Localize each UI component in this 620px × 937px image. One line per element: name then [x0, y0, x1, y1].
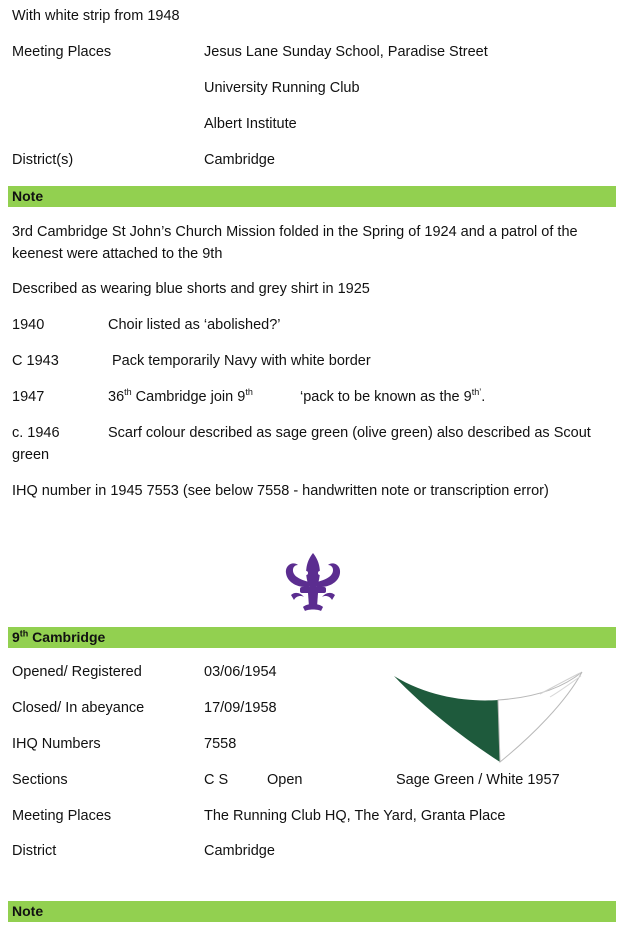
district-value: Cambridge	[204, 843, 275, 859]
opened-label: Opened/ Registered	[12, 664, 142, 680]
scarf-colour-text: Sage Green / White 1957	[396, 772, 560, 788]
district-value: Cambridge	[204, 152, 275, 168]
meeting-place-item: University Running Club	[204, 80, 360, 96]
note-entry: Pack temporarily Navy with white border	[112, 353, 371, 369]
closed-label: Closed/ In abeyance	[12, 700, 145, 716]
entry-text: 36	[108, 389, 125, 405]
sections-label: Sections	[12, 772, 68, 788]
meeting-place-value: The Running Club HQ, The Yard, Granta Place	[204, 808, 506, 824]
note-year: c. 1946	[12, 425, 60, 441]
ihq-label: IHQ Numbers	[12, 736, 101, 752]
district-label: District	[12, 843, 57, 859]
entry-text: .	[481, 389, 486, 405]
meeting-place-item: Albert Institute	[204, 116, 297, 132]
note-year: 1947	[12, 389, 45, 405]
group-title	[8, 627, 616, 648]
group-title-number: 9	[12, 629, 20, 645]
fleur-de-lis-icon	[283, 551, 343, 613]
sections-status: Open	[267, 772, 303, 788]
note-heading: Note	[8, 901, 616, 922]
opened-value: 03/06/1954	[204, 664, 277, 680]
note-paragraph: Described as wearing blue shorts and grey shirt in 1925	[12, 281, 370, 297]
ihq-value: 7558	[204, 736, 237, 752]
note-year: 1940	[12, 317, 45, 333]
note-entry-quote	[300, 389, 485, 405]
ordinal-suffix: th	[124, 387, 132, 398]
note-heading: Note	[8, 186, 616, 207]
group-title-text: Cambridge	[28, 629, 106, 645]
sections-value: C S	[204, 772, 229, 788]
note-year: C 1943	[12, 353, 59, 369]
ordinal-suffix: th’	[471, 387, 482, 398]
entry-text: Cambridge join 9	[131, 389, 246, 405]
district-label: District(s)	[12, 152, 74, 168]
meeting-place-item: Jesus Lane Sunday School, Paradise Street	[204, 44, 488, 60]
note-entry	[108, 389, 253, 405]
white-strip-text: With white strip from 1948	[12, 8, 180, 24]
closed-value: 17/09/1958	[204, 700, 277, 716]
scarf-icon	[390, 664, 590, 766]
ordinal-suffix: th	[19, 628, 29, 639]
note-entry: Scarf colour described as sage green (olive green) also described as Scout	[108, 425, 591, 441]
ordinal-suffix: th	[245, 387, 253, 398]
note-entry-wrap: green	[12, 447, 50, 463]
entry-text: ‘pack to be known as the 9	[300, 389, 472, 405]
meeting-places-label: Meeting Places	[12, 44, 112, 60]
ihq-note: IHQ number in 1945 7553 (see below 7558 - handwritten note or transcription error)	[12, 483, 549, 499]
note-entry: Choir listed as ‘abolished?’	[108, 317, 281, 333]
note-paragraph: 3rd Cambridge St John’s Church Mission folded in the Spring of 1924 and a patrol of the keenest were attached to the 9th	[12, 224, 578, 262]
meeting-place-label: Meeting Places	[12, 808, 112, 824]
